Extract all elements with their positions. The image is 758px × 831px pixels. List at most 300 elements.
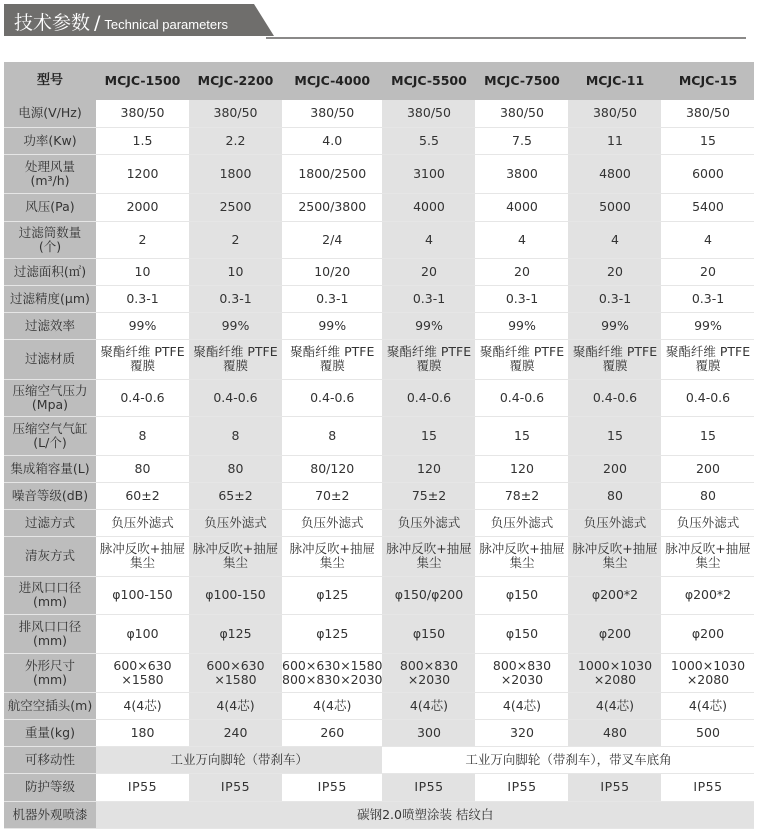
section-title-slash: /	[94, 12, 101, 34]
table-cell	[96, 416, 189, 455]
cell-line: 脉冲反吹+抽屉	[479, 541, 565, 556]
table-cell	[189, 339, 282, 379]
table-cell	[475, 193, 568, 221]
cell-line: 20	[700, 263, 716, 279]
table-cell	[96, 285, 189, 312]
row-label-line: 外形尺寸	[24, 657, 75, 673]
table-cell	[96, 455, 189, 482]
table-cell	[189, 285, 282, 312]
table-cell	[382, 258, 475, 285]
cell-line: φ200*2	[684, 587, 732, 602]
table-cell	[475, 482, 568, 509]
mobility-group-b: 工业万向脚轮（带刹车），带叉车底角	[382, 746, 754, 773]
cell-line: 15	[700, 427, 716, 443]
cell-line: 4(4芯)	[313, 697, 352, 713]
row-label	[4, 193, 96, 221]
row-label-line: 风压(Pa)	[25, 199, 75, 214]
cell-line: 380/50	[499, 105, 544, 121]
paint-value: 碳钢2.0喷塑涂装 桔纹白	[96, 801, 754, 828]
cell-line: 320	[510, 724, 534, 740]
model-header: MCJC-4000	[282, 62, 382, 100]
table-cell	[96, 154, 189, 193]
cell-line: 覆膜	[509, 358, 535, 373]
table-cell: IP55	[282, 773, 382, 801]
cell-line: 聚酯纤维 PTFE	[100, 344, 185, 359]
row-label-line: (mm)	[32, 594, 68, 609]
row-label	[4, 614, 96, 653]
model-header: MCJC-2200	[189, 62, 282, 100]
table-cell	[189, 536, 282, 576]
cell-line: 15	[421, 427, 437, 443]
table-cell	[282, 258, 382, 285]
cell-line: 5400	[692, 199, 724, 214]
table-cell	[282, 100, 382, 127]
cell-line: 4	[611, 231, 619, 247]
table-cell	[282, 312, 382, 339]
cell-line: 脉冲反吹+抽屉	[99, 541, 186, 556]
row-label-line: (个)	[38, 238, 62, 254]
row-label	[4, 258, 96, 285]
table-cell	[568, 379, 661, 416]
table-cell	[189, 312, 282, 339]
table-cell	[96, 614, 189, 653]
cell-line: 15	[700, 132, 716, 148]
table-cell	[189, 692, 282, 719]
cell-line: 80	[134, 460, 151, 476]
table-cell	[382, 416, 475, 455]
cell-line: 0.4-0.6	[406, 389, 452, 405]
table-cell: IP55	[189, 773, 282, 801]
table-cell	[282, 339, 382, 379]
cell-line: 0.4-0.6	[213, 389, 258, 405]
cell-line: 20	[607, 263, 623, 279]
table-cell	[475, 509, 568, 536]
table-cell	[661, 536, 754, 576]
cell-line: 4.0	[322, 132, 343, 148]
table-cell	[382, 100, 475, 127]
table-row	[4, 154, 754, 193]
table-cell	[661, 719, 754, 746]
cell-line: 80	[607, 487, 623, 503]
table-cell	[475, 719, 568, 746]
row-label	[4, 719, 96, 746]
cell-line: 200	[603, 460, 627, 476]
table-cell	[475, 285, 568, 312]
row-label-line: 过滤精度(μm)	[10, 290, 90, 306]
row-label-line: 进风口口径	[18, 580, 82, 595]
table-cell	[475, 339, 568, 379]
cell-line: φ150	[505, 587, 539, 602]
model-header: MCJC-15	[661, 62, 754, 100]
row-label-line: 压缩空气气缸	[12, 420, 88, 436]
row-label-line: (Mpa)	[31, 396, 69, 412]
cell-line: 0.4-0.6	[499, 389, 545, 405]
table-cell	[382, 312, 475, 339]
cell-line: 4(4芯)	[688, 697, 728, 713]
cell-line: 380/50	[685, 105, 730, 121]
row-label-line: 过滤方式	[24, 514, 75, 530]
row-label	[4, 339, 96, 379]
cell-line: 6000	[692, 165, 724, 181]
cell-line: 65±2	[218, 487, 253, 503]
cell-line: φ100-150	[205, 587, 266, 602]
table-row	[4, 379, 754, 416]
table-cell	[189, 416, 282, 455]
table-cell	[475, 653, 568, 692]
cell-line: 0.3-1	[598, 290, 632, 306]
cell-line: ×2030	[407, 671, 451, 687]
table-row	[4, 536, 754, 576]
cell-line: 99%	[601, 317, 629, 333]
table-row	[4, 339, 754, 379]
cell-line: 聚酯纤维 PTFE	[386, 344, 472, 359]
cell-line: 2500/3800	[298, 199, 367, 214]
table-cell: IP55	[96, 773, 189, 801]
table-cell	[475, 221, 568, 258]
cell-line: 120	[510, 460, 534, 476]
table-cell	[96, 482, 189, 509]
table-cell	[382, 509, 475, 536]
table-cell	[568, 221, 661, 258]
cell-line: ×2080	[686, 671, 730, 687]
row-label-line: 功率(Kw)	[23, 132, 77, 148]
cell-line: 20	[514, 263, 530, 279]
table-row	[4, 221, 754, 258]
table-cell	[96, 719, 189, 746]
table-row	[4, 576, 754, 614]
table-cell	[475, 379, 568, 416]
cell-line: 2	[138, 231, 147, 247]
cell-line: 800×830×2030	[282, 671, 383, 687]
table-row	[4, 285, 754, 312]
row-label-line: 过滤效率	[24, 317, 75, 333]
table-cell	[568, 258, 661, 285]
cell-line: 500	[696, 724, 720, 740]
cell-line: 99%	[415, 317, 443, 333]
section-header	[4, 4, 746, 37]
table-cell	[96, 692, 189, 719]
table-row	[4, 416, 754, 455]
row-label-line: (L/个)	[33, 434, 67, 450]
row-label-line: 压缩空气压力	[12, 382, 88, 398]
cell-line: 99%	[694, 317, 722, 333]
cell-line: 80	[700, 487, 716, 503]
cell-line: 80	[227, 460, 244, 476]
table-cell	[568, 455, 661, 482]
row-label	[4, 653, 96, 692]
spec-table	[4, 62, 754, 829]
row-label-line: 清灰方式	[24, 548, 75, 563]
cell-line: 0.4-0.6	[592, 389, 638, 405]
cell-line: 0.3-1	[126, 290, 159, 306]
table-cell	[282, 614, 382, 653]
cell-line: 600×630×1580	[282, 657, 383, 673]
cell-line: 1800	[219, 165, 252, 181]
cell-line: 负压外滤式	[300, 514, 364, 530]
cell-line: 负压外滤式	[676, 514, 740, 530]
cell-line: 800×830	[399, 657, 459, 673]
table-cell	[661, 100, 754, 127]
cell-line: 1000×1030	[577, 657, 653, 673]
table-row	[4, 312, 754, 339]
table-cell	[96, 576, 189, 614]
cell-line: φ200	[691, 625, 725, 641]
mobility-row	[4, 746, 754, 773]
cell-line: 120	[417, 460, 441, 476]
table-cell: IP55	[568, 773, 661, 801]
cell-line: 0.3-1	[505, 290, 539, 306]
cell-line: φ100-150	[112, 587, 173, 602]
row-label	[4, 536, 96, 576]
cell-line: 3100	[413, 165, 445, 181]
row-label	[4, 312, 96, 339]
cell-line: 380/50	[592, 105, 637, 121]
cell-line: 99%	[508, 317, 536, 333]
cell-line: 5.5	[419, 132, 439, 148]
table-cell	[382, 692, 475, 719]
cell-line: 0.4-0.6	[685, 389, 731, 405]
table-cell	[282, 127, 382, 154]
table-cell	[382, 193, 475, 221]
row-label	[4, 482, 96, 509]
row-label	[4, 154, 96, 193]
table-cell	[189, 154, 282, 193]
cell-line: 70±2	[315, 487, 350, 503]
row-label	[4, 379, 96, 416]
cell-line: 脉冲反吹+抽屉	[386, 541, 472, 556]
cell-line: φ150/φ200	[394, 587, 464, 602]
title-underline	[266, 37, 746, 39]
section-title	[14, 8, 228, 35]
table-cell	[382, 221, 475, 258]
table-cell	[189, 614, 282, 653]
cell-line: φ150	[505, 625, 539, 641]
table-cell	[382, 482, 475, 509]
cell-line: 4000	[413, 199, 445, 214]
table-cell	[189, 455, 282, 482]
table-cell	[661, 339, 754, 379]
table-cell	[661, 379, 754, 416]
cell-line: 集尘	[319, 555, 345, 570]
cell-line: φ200*2	[591, 587, 639, 602]
table-cell	[382, 576, 475, 614]
cell-line: 负压外滤式	[204, 514, 267, 530]
row-label	[4, 221, 96, 258]
table-cell	[282, 379, 382, 416]
cell-line: 覆膜	[129, 358, 155, 373]
table-cell	[661, 221, 754, 258]
cell-line: φ125	[219, 625, 252, 641]
table-cell	[282, 193, 382, 221]
table-cell	[661, 416, 754, 455]
model-header: MCJC-5500	[382, 62, 475, 100]
cell-line: 4	[425, 231, 433, 247]
cell-line: 0.4-0.6	[310, 389, 355, 405]
cell-line: 4(4芯)	[502, 697, 542, 713]
table-cell	[96, 127, 189, 154]
table-cell	[661, 509, 754, 536]
cell-line: 覆膜	[222, 358, 248, 373]
cell-line: φ200	[598, 625, 632, 641]
table-cell	[475, 258, 568, 285]
cell-line: 4(4芯)	[595, 697, 635, 713]
row-label-line: 处理风量	[24, 158, 75, 174]
cell-line: 脉冲反吹+抽屉	[665, 541, 751, 556]
cell-line: 集尘	[509, 555, 535, 570]
cell-line: 覆膜	[319, 358, 345, 373]
cell-line: 8	[231, 427, 240, 443]
cell-line: 脉冲反吹+抽屉	[289, 541, 375, 556]
cell-line: 600×630	[206, 657, 265, 673]
table-row	[4, 509, 754, 536]
cell-line: 负压外滤式	[111, 514, 174, 530]
table-cell	[568, 536, 661, 576]
cell-line: φ125	[316, 587, 349, 602]
protection-row	[4, 773, 754, 801]
table-cell	[382, 536, 475, 576]
cell-line: 240	[223, 724, 248, 740]
table-cell	[282, 692, 382, 719]
table-cell	[475, 576, 568, 614]
cell-line: 300	[417, 724, 441, 740]
cell-line: 8	[138, 427, 147, 443]
row-label	[4, 509, 96, 536]
cell-line: 600×630	[113, 657, 172, 673]
cell-line: 380/50	[406, 105, 451, 121]
table-cell	[96, 536, 189, 576]
cell-line: 覆膜	[416, 358, 442, 373]
table-cell	[96, 258, 189, 285]
table-cell	[568, 692, 661, 719]
row-label: 防护等级	[4, 773, 96, 801]
table-cell	[568, 193, 661, 221]
model-header: MCJC-1500	[96, 62, 189, 100]
cell-line: 99%	[221, 317, 250, 333]
cell-line: 负压外滤式	[397, 514, 461, 530]
cell-line: 4(4芯)	[216, 697, 255, 713]
table-cell	[282, 455, 382, 482]
table-cell	[661, 285, 754, 312]
table-cell	[282, 482, 382, 509]
table-cell	[475, 154, 568, 193]
cell-line: 负压外滤式	[490, 514, 554, 530]
cell-line: ×1580	[121, 671, 164, 687]
table-cell	[189, 127, 282, 154]
table-cell	[96, 193, 189, 221]
table-cell	[382, 339, 475, 379]
row-label-line: 排风口口径	[18, 618, 82, 634]
table-cell	[568, 416, 661, 455]
table-cell	[189, 193, 282, 221]
cell-line: 集尘	[602, 555, 628, 570]
cell-line: 60±2	[125, 487, 160, 503]
row-label-line: 集成箱容量(L)	[10, 460, 90, 476]
table-cell	[568, 285, 661, 312]
table-cell	[568, 576, 661, 614]
row-label-line: 过滤筒数量	[18, 224, 82, 240]
table-cell	[382, 455, 475, 482]
cell-line: 0.3-1	[412, 290, 446, 306]
cell-line: 2.2	[225, 132, 246, 148]
cell-line: 200	[696, 460, 720, 476]
cell-line: 1800/2500	[298, 165, 367, 181]
cell-line: 聚酯纤维 PTFE	[572, 344, 658, 359]
row-label: 机器外观喷漆	[4, 801, 96, 828]
table-cell	[661, 455, 754, 482]
cell-line: 脉冲反吹+抽屉	[192, 541, 279, 556]
cell-line: 聚酯纤维 PTFE	[290, 344, 375, 359]
cell-line: 180	[130, 724, 155, 740]
table-row	[4, 482, 754, 509]
table-cell	[661, 127, 754, 154]
table-cell	[96, 312, 189, 339]
table-cell	[568, 127, 661, 154]
cell-line: 集尘	[416, 555, 442, 570]
cell-line: 5000	[599, 199, 631, 214]
model-header: MCJC-7500	[475, 62, 568, 100]
model-header: MCJC-11	[568, 62, 661, 100]
table-cell	[568, 482, 661, 509]
table-row	[4, 127, 754, 154]
row-label-line: 过滤面积(㎡)	[13, 263, 87, 279]
table-cell	[189, 576, 282, 614]
table-cell	[189, 509, 282, 536]
cell-line: 2	[231, 231, 240, 247]
row-label-line: 电源(V/Hz)	[18, 105, 82, 121]
table-row	[4, 719, 754, 746]
cell-line: φ125	[316, 625, 349, 641]
table-cell	[282, 576, 382, 614]
header-label: 型号	[4, 62, 96, 100]
table-cell	[661, 692, 754, 719]
table-cell	[189, 719, 282, 746]
table-cell	[382, 653, 475, 692]
row-label-line: 航空空插头(m)	[7, 697, 93, 713]
cell-line: 10	[134, 263, 151, 279]
table-cell	[568, 719, 661, 746]
table-cell	[568, 653, 661, 692]
table-cell	[282, 221, 382, 258]
table-cell: IP55	[382, 773, 475, 801]
row-label	[4, 576, 96, 614]
table-cell	[661, 154, 754, 193]
table-cell	[475, 455, 568, 482]
table-cell	[475, 100, 568, 127]
table-cell	[382, 379, 475, 416]
cell-line: 380/50	[120, 105, 165, 121]
cell-line: 15	[514, 427, 530, 443]
cell-line: 260	[320, 724, 345, 740]
cell-line: 10	[227, 263, 244, 279]
table-cell	[661, 482, 754, 509]
table-row	[4, 692, 754, 719]
table-cell	[475, 416, 568, 455]
row-label	[4, 455, 96, 482]
table-cell	[475, 312, 568, 339]
cell-line: ×2030	[500, 671, 544, 687]
table-cell: IP55	[661, 773, 754, 801]
table-cell	[568, 614, 661, 653]
section-title-en: Technical parameters	[104, 17, 228, 32]
cell-line: 4000	[506, 199, 538, 214]
table-cell	[382, 127, 475, 154]
cell-line: 覆膜	[602, 358, 628, 373]
cell-line: 4	[518, 231, 526, 247]
table-cell	[661, 312, 754, 339]
cell-line: 1000×1030	[670, 657, 746, 673]
cell-line: 1200	[126, 165, 159, 181]
table-cell	[189, 482, 282, 509]
